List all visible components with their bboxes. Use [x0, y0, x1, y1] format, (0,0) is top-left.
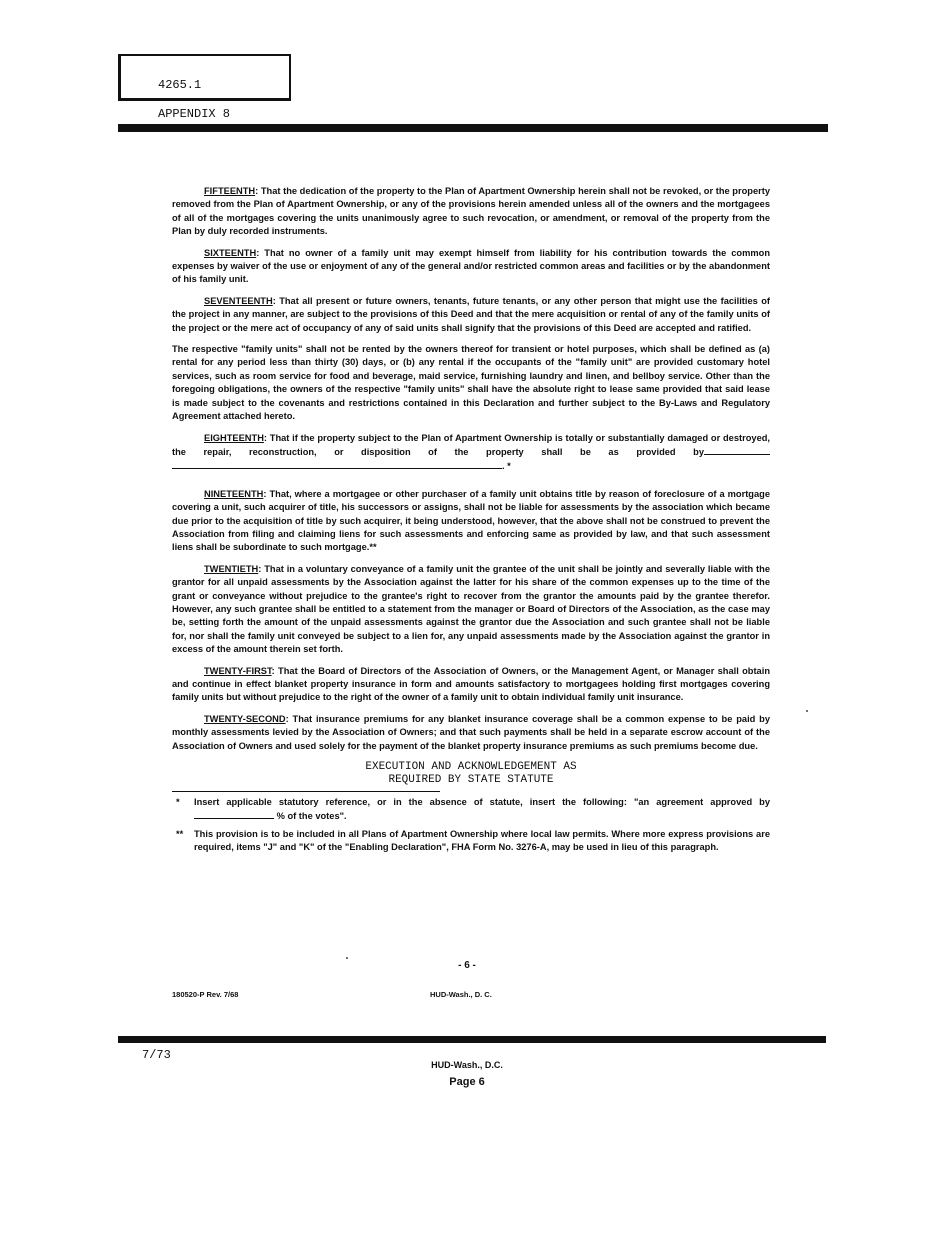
execution-heading: [172, 761, 770, 787]
document-number: 4265.1: [158, 78, 202, 92]
form-number: 180520-P Rev. 7/68: [172, 990, 239, 999]
paragraph-family-units: [172, 343, 770, 423]
text-sixteenth: : That no owner of a family unit may exempt himself from liability for his contribution towards the common expenses by waiver of the use or enjoyment of any of the general and/or restricted common areas and facilities or by the abandonment of his family unit.: [172, 247, 770, 285]
revision-date: 7/73: [142, 1048, 171, 1062]
bottom-rule: [118, 1036, 826, 1043]
text-family-units: The respective "family units" shall not be rented by the owners thereof for transient or hotel purposes, which shall be defined as (a) rental for any period less than thirty (30) days, or (b) any rental if the occupants of the "family unit" are provided customary hotel services, such as room service for food and beverage, maid service, furnishing laundry and linen, and bellboy service. Other than the foregoing obligations, the owners of the respective "family units" shall have the absolute right to lease same provided that said lease is made subject to the covenants and restrictions contained in this Declaration and further subject to the By-Laws and Regulatory Agreement attached hereto.: [172, 344, 770, 422]
text-twenty-first: : That the Board of Directors of the Association of Owners, or the Management Agent, or Manager shall obtain and continue in effect blanket property insurance in form and amounts satisfactory to mortgagees holding first mortgages covering family units but without prejudice to the right of the owner of a family unit to obtain individual family unit insurance.: [172, 665, 770, 703]
text-twenty-second: : That insurance premiums for any blanket insurance coverage shall be a common expense to be paid by monthly assessments levied by the Association of Owners; and that such payments shall be held in a separate escrow account of the Association of Owners and used solely for the payment of the blanket property insurance premiums as such premiums become due.: [172, 713, 770, 751]
text-seventeenth: : That all present or future owners, tenants, future tenants, or any other person that might use the facilities of the project in any manner, are subject to the provisions of this Deed and that the mere acquisition or rental of any of the family units of the project or the mere act of occupancy of any of said units shall signify that the provisions of this Deed are accepted and ratified.: [172, 295, 770, 333]
footnote-mark: **: [176, 828, 184, 839]
paragraph-twenty-first: [172, 665, 770, 705]
heading-twentieth: TWENTIETH: [204, 563, 259, 574]
execution-line-1: EXECUTION AND ACKNOWLEDGEMENT AS: [365, 761, 577, 774]
eighteenth-end: . *: [502, 461, 511, 472]
appendix-label: APPENDIX 8: [158, 107, 231, 121]
paragraph-seventeenth: [172, 295, 770, 335]
footnote-rule: [172, 791, 440, 792]
execution-line-2: REQUIRED BY STATE STATUTE: [388, 774, 554, 787]
blank-line: [172, 459, 502, 469]
inner-page-number: - 6 -: [458, 960, 476, 971]
paragraph-fifteenth: [172, 185, 770, 239]
document-body: [172, 185, 770, 859]
text-twentieth: : That in a voluntary conveyance of a family unit the grantee of the unit shall be jointly and severally liable with the grantor for all unpaid assessments by the Association against the latter for his share of the common expenses up to the time of the grant or conveyance without prejudice to the grantee's right to recover from the grantor the amounts paid by the grantee therefor. However, any such grantee shall be entitled to a statement from the manager or Board of Directors of the Association, as the case may be, setting forth the amount of the unpaid assessments against the grantor due the Association and such grantee shall not be liable for, nor shall the family unit conveyed be subject to a lien for, any unpaid assessments made by the Association against the grantor in excess of the amount therein set forth.: [172, 563, 770, 655]
heading-seventeenth: SEVENTEENTH: [204, 295, 273, 306]
heading-nineteenth: NINETEENTH: [204, 488, 264, 499]
paragraph-eighteenth: [172, 432, 770, 474]
footnote-1-text-b: % of the votes".: [276, 811, 347, 822]
text-nineteenth: : That, where a mortgagee or other purchaser of a family unit obtains title by reason of foreclosure of a mortgage covering a unit, such acquirer of title, his successors or assigns, shall not be liable for assessments by the association which became due prior to the acquisition of title by such acquirer, it being understood, however, that the above shall not be construed to prevent the Association from filing and claiming liens for such assessments and enforcing same as provided by law, and that such assessment liens shall be subordinate to such mortgage.**: [172, 488, 770, 553]
blank-line: [704, 445, 770, 455]
heading-twenty-second: TWENTY-SECOND: [204, 713, 286, 724]
paragraph-twentieth: [172, 563, 770, 657]
outer-page-number: Page 6: [449, 1076, 485, 1088]
text-eighteenth: : That if the property subject to the Plan of Apartment Ownership is totally or substantially damaged or destroyed, the repair, reconstruction, or disposition of the property shall be as provided by: [172, 432, 770, 457]
paragraph-sixteenth: [172, 247, 770, 287]
scan-speck: [346, 957, 348, 959]
footnote-1-text-a: Insert applicable statutory reference, or in the absence of statute, insert the following: "an agreement approved by: [194, 797, 770, 808]
inner-office: HUD-Wash., D. C.: [430, 990, 492, 999]
heading-eighteenth: EIGHTEENTH: [204, 432, 264, 443]
heading-fifteenth: FIFTEENTH: [204, 186, 256, 196]
blank-line: [194, 809, 274, 819]
heading-sixteenth: SIXTEENTH: [204, 247, 257, 258]
footnote-2: [172, 828, 770, 855]
outer-office: HUD-Wash., D.C.: [431, 1060, 503, 1070]
document-number-box: [118, 54, 291, 101]
paragraph-nineteenth: [172, 488, 770, 555]
footnote-2-text: This provision is to be included in all Plans of Apartment Ownership where local law permits. Where more express provisions are required, items "J" and "K" of the "Enabling Declaration", FHA Form No. 3276-A, may be used in lieu of this paragraph.: [194, 828, 770, 853]
footnote-mark: *: [176, 797, 180, 808]
text-fifteenth: : That the dedication of the property to the Plan of Apartment Ownership herein shall not be revoked, or the property removed from the Plan of Apartment Ownership, or any of the provisions herein amended unless all of the owners and the mortgagees of all of the mortgages covering the units unanimously agree to such revocation, or amendment, or removal of the property from the Plan by duly recorded instruments.: [172, 186, 770, 237]
top-rule: [118, 124, 828, 132]
footnote-1: [172, 796, 770, 824]
heading-twenty-first: TWENTY-FIRST: [204, 665, 272, 676]
scan-speck: [806, 710, 808, 712]
paragraph-twenty-second: [172, 713, 770, 753]
